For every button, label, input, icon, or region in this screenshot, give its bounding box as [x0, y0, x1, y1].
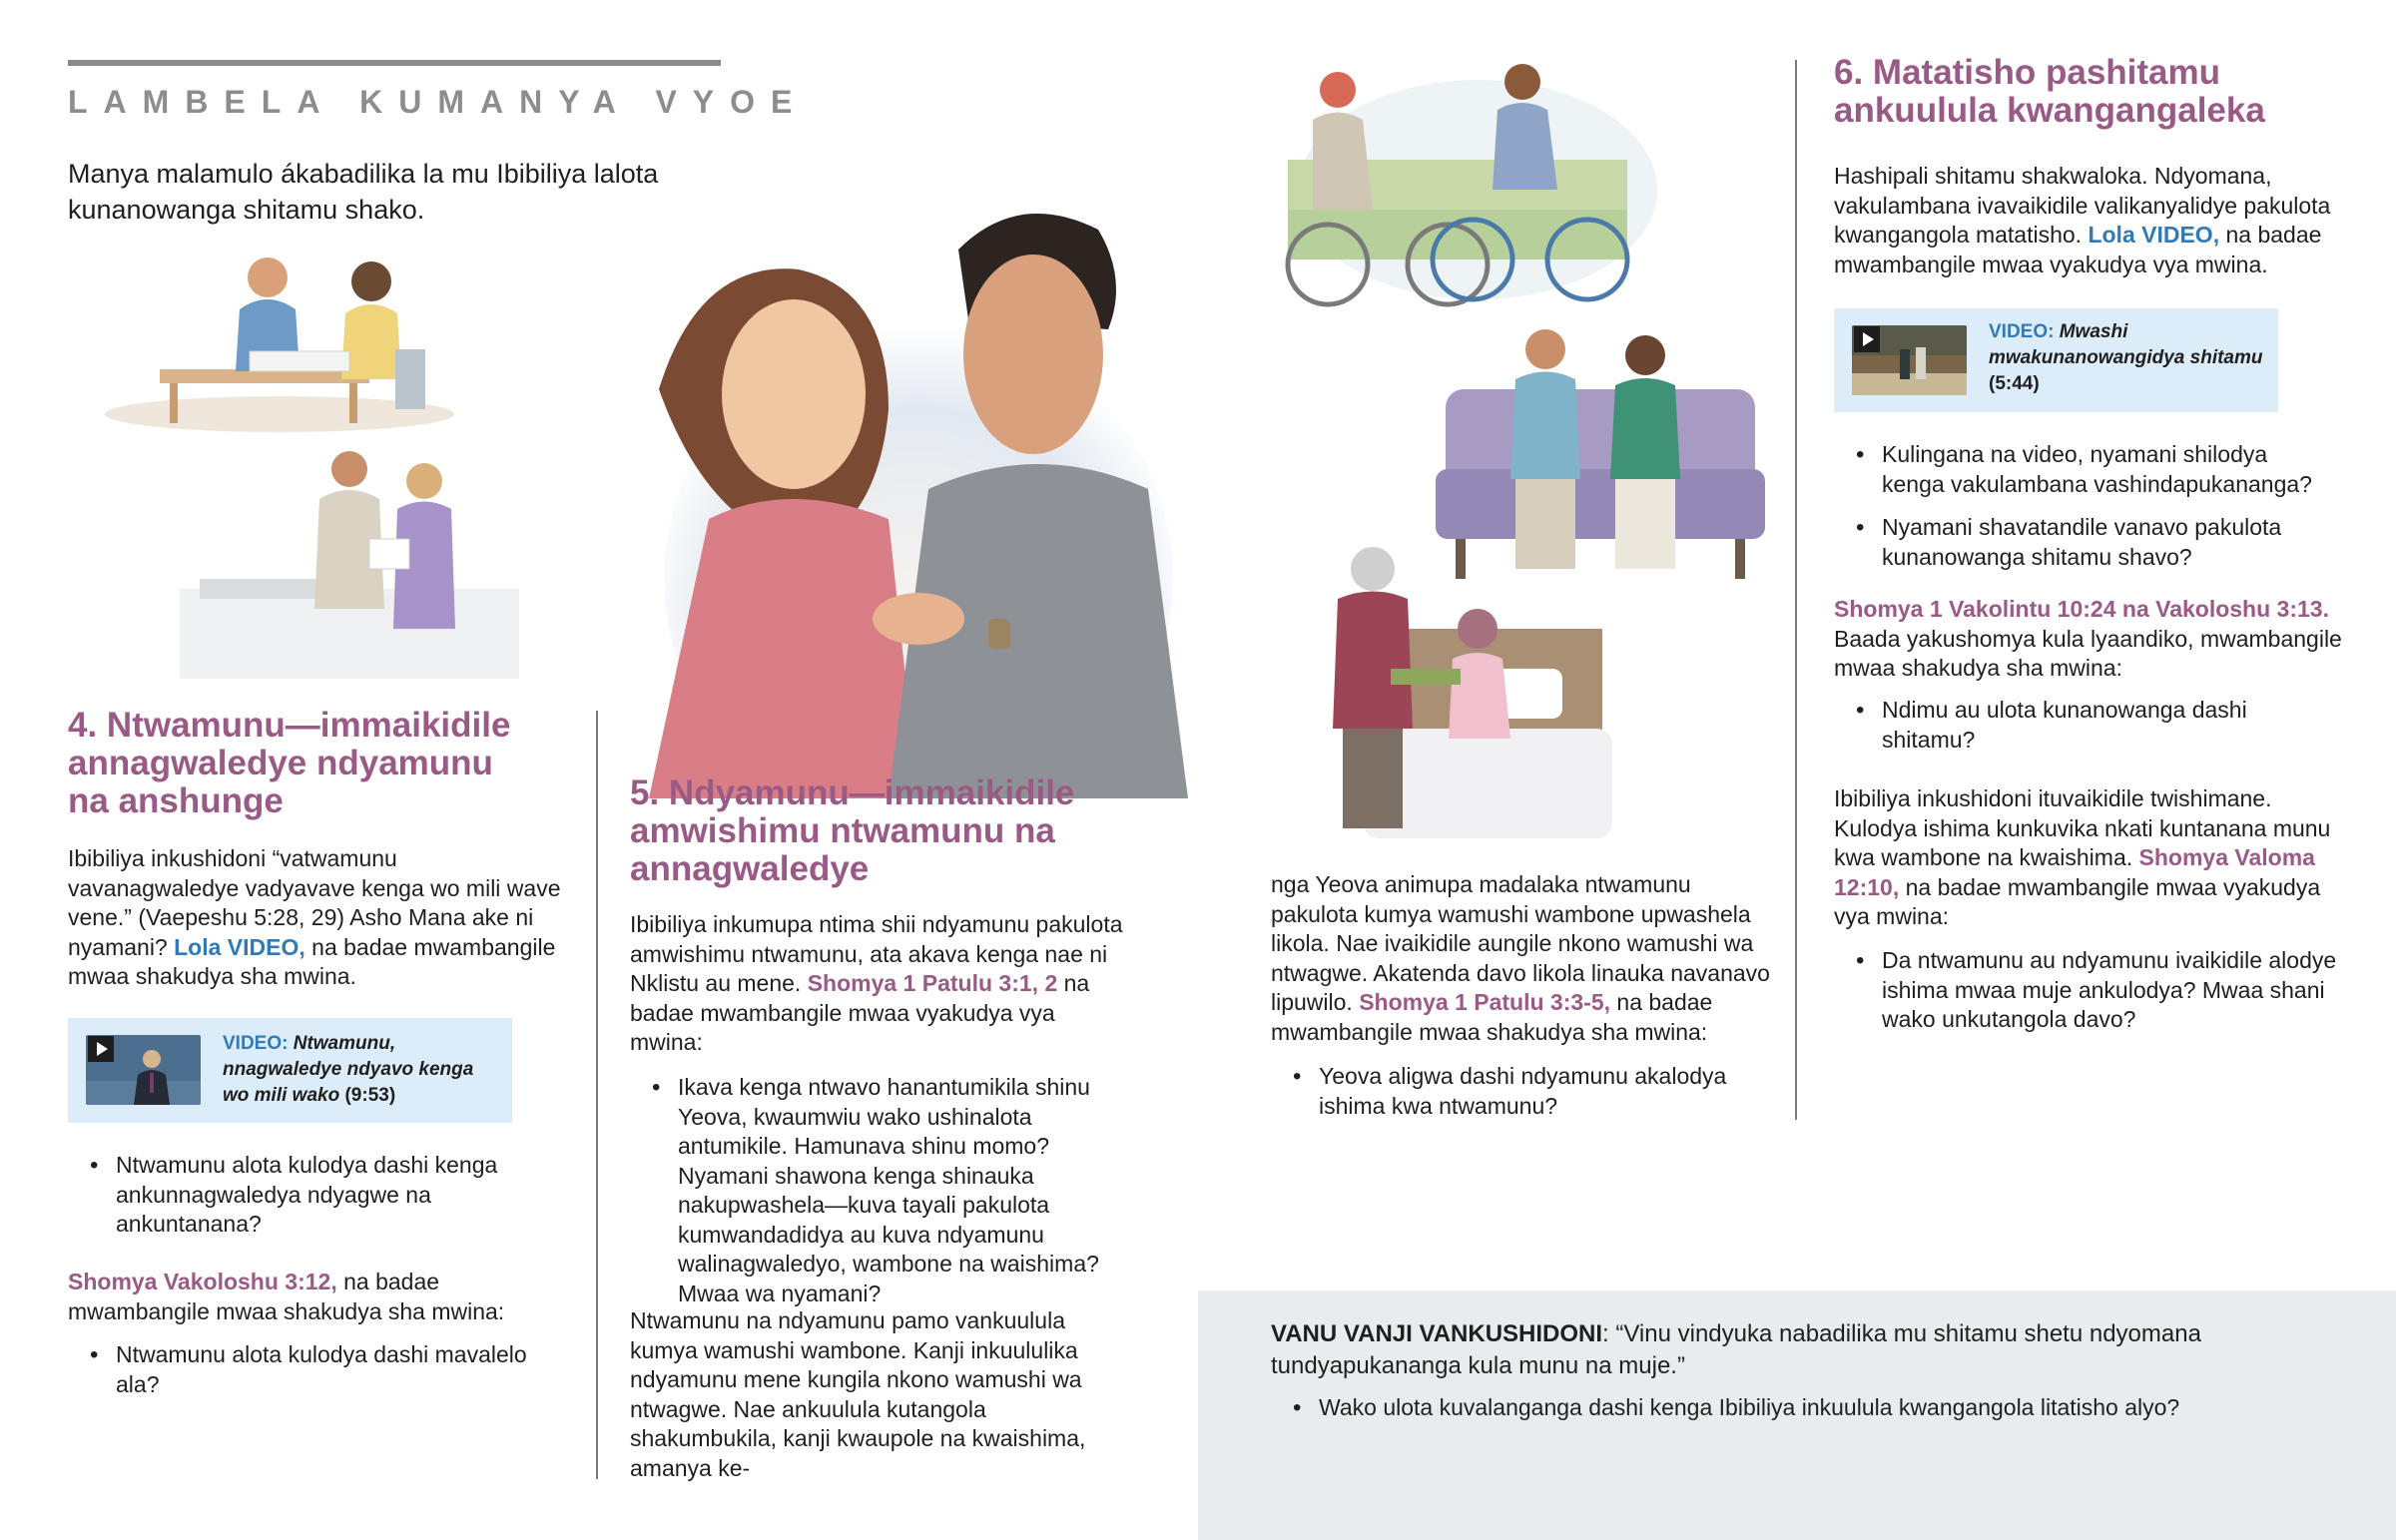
scripture-reference[interactable]: Shomya 1 Patulu 3:3-5,	[1359, 989, 1611, 1015]
cycling-couple-illustration	[1258, 60, 1657, 329]
question-item: • Yeova aligwa dashi ndyamunu akalodya ishima kwa ntwamunu?	[1271, 1062, 1770, 1121]
section5-title: 5. Ndyamunu—immaikidile amwishimu ntwamunu na annagwaledye	[630, 773, 1075, 888]
others-say-box	[1198, 1290, 2396, 1540]
section6-bullets-3	[1834, 946, 2343, 1049]
question-item: • Kulingana na video, nyamani shilodya kenga vakulambana vashindapukananga?	[1834, 440, 2333, 499]
section6-read-line-1: Shomya 1 Vakolintu 10:24 na Vakoloshu 3:13. Baada yakushomya kula lyaandiko, mwambangile mwaa shakudya sha mwina:	[1834, 596, 2342, 681]
couple-portrait-illustration	[589, 190, 1238, 798]
study-couple-illustration	[100, 240, 459, 439]
watch-video-link[interactable]: Lola VIDEO,	[174, 933, 305, 960]
caregiver-illustration	[1273, 529, 1612, 848]
scripture-reference[interactable]: Shomya Vakoloshu 3:12,	[68, 1269, 337, 1294]
question-item: • Da ntwamunu au ndyamunu ivaikidile alodye ishima mwaa muje ankulodya? Mwaa shani wako unkutangola davo?	[1834, 946, 2343, 1035]
section4-bullets-2	[68, 1340, 557, 1413]
section5-paragraph-2: Ntwamunu na ndyamunu pamo vankuulula kumya wamushi wambone. Kanji inkuululika ndyamunu mene kungila nkono wamushi wa ntwagwe. Nae ankuulula kutangola shakumbukila, kanji kwaupole na kwaishima, amanya ke-	[630, 1307, 1086, 1481]
play-icon[interactable]	[1854, 326, 1880, 352]
question-item: • Nyamani shavatandile vanavo pakulota kunanowanga shitamu shavo?	[1834, 513, 2333, 572]
section4-bullets-1	[68, 1151, 557, 1254]
scripture-reference[interactable]: Shomya 1 Vakolintu 10:24 na Vakoloshu 3:13.	[1834, 596, 2329, 622]
section-kicker: LAMBELA KUMANYA VYOE	[68, 84, 809, 120]
column-divider	[1795, 60, 1797, 1120]
watch-video-link[interactable]: Lola VIDEO,	[2088, 222, 2220, 248]
question-item: • Ntwamunu alota kulodya dashi kenga ankunnagwaledya ndyagwe na ankuntanana?	[68, 1151, 557, 1240]
kitchen-couple-illustration	[180, 439, 519, 679]
section5-bullets-2	[1271, 1062, 1770, 1135]
column-divider	[596, 711, 598, 1479]
section6-paragraph: Hashipali shitamu shakwaloka. Ndyomana, vakulambana ivavaikidile valikanyalidye pakulota kwangangola matatisho. Lola VIDEO, na badae mwambangile mwaa vyakudya vya mwina.	[1834, 163, 2331, 277]
scripture-reference[interactable]: Shomya 1 Patulu 3:1, 2	[807, 970, 1058, 996]
play-icon[interactable]	[88, 1036, 114, 1062]
section6-title: 6. Matatisho pashitamu ankuulula kwangangaleka	[1834, 53, 2265, 130]
video-caption: VIDEO: Ntwamunu, nnagwaledye ndyavo kenga wo mili wako (9:53)	[223, 1033, 474, 1106]
others-say-quote: VANU VANJI VANKUSHIDONI: “Vinu vindyuka nabadilika mu shitamu shetu ndyomana tundyapukananga kula munu na muje.”	[1271, 1320, 2201, 1379]
section4-text-tail: na badae mwambangile mwaa shakudya sha mwina.	[68, 933, 556, 989]
section6-bullets-2	[1834, 696, 2333, 769]
section6-bullets-1	[1834, 440, 2333, 586]
header-rule	[68, 60, 721, 66]
video-card-section4[interactable]	[68, 1018, 512, 1123]
others-say-label: VANU VANJI VANKUSHIDONI	[1271, 1320, 1603, 1347]
scripture-reference[interactable]: Shomya Valoma 12:10,	[1834, 844, 2315, 900]
question-item: • Wako ulota kuvalanganga dashi kenga Ibibiliya inkuulula kwangangola litatisho alyo?	[1271, 1393, 2309, 1423]
intro-text: Manya malamulo ákabadilika la mu Ibibiliya lalota kunanowanga shitamu shako.	[68, 159, 659, 225]
section4-title: 4. Ntwamunu—immaikidile annagwaledye ndyamunu na anshunge	[68, 706, 511, 820]
others-say-bullets	[1271, 1393, 2309, 1437]
question-item: • Ikava kenga ntwavo hanantumikila shinu Yeova, kwaumwiu wako ushinalota antumikile. Hamunava shinu momo? Nyamani shawona kenga shinauka nakupwashela—kuva tayali pakulota kumwandadidya au kuva ndyamunu walinagwaledyo, wambone na waishima? Mwaa wa nyamani?	[630, 1073, 1126, 1308]
section5-bullets-1	[630, 1073, 1126, 1322]
section4-paragraph	[68, 844, 567, 992]
video-caption: VIDEO: Mwashi mwakunanowangidya shitamu (5:44)	[1989, 321, 2263, 394]
section6-paragraph-2: Ibibiliya inkushidoni ituvaikidile twishimane. Kulodya ishima kunkuvika nkati kuntanana munu kwa wambone na kwaishima. Shomya Valoma 12:10, na badae mwambangile mwaa vyakudya vya mwina:	[1834, 785, 2331, 929]
question-item: • Ndimu au ulota kunanowanga dashi shitamu?	[1834, 696, 2333, 755]
section5-continued: nga Yeova animupa madalaka ntwamunu pakulota kumya wamushi wambone upwashela likola. Nae ivaikidile aungile nkono wamushi wa ntwagwe. Akatenda davo likola linauka navanavo lipuwilo. Shomya 1 Patulu 3:3-5, na badae mwambangile mwaa shakudya sha mwina:	[1271, 871, 1770, 1045]
video-card-section6[interactable]	[1834, 308, 2278, 412]
section4-text: Ibibiliya inkushidoni “vatwamunu vavanagwaledye vadyavave kenga wo mili wave vene.” (Vaepeshu 5:28, 29) Asho Mana ake ni nyamani?	[68, 845, 561, 960]
section4-read-line: Shomya Vakoloshu 3:12, na badae mwambangile mwaa shakudya sha mwina:	[68, 1269, 505, 1324]
question-item: • Ntwamunu alota kulodya dashi mavalelo ala?	[68, 1340, 557, 1399]
section5-paragraph: Ibibiliya inkumupa ntima shii ndyamunu pakulota amwishimu ntwamunu, ata akava kenga nae ni Nklistu au mene. Shomya 1 Patulu 3:1, 2 na badae mwambangile mwaa vyakudya vya mwina:	[630, 911, 1123, 1055]
